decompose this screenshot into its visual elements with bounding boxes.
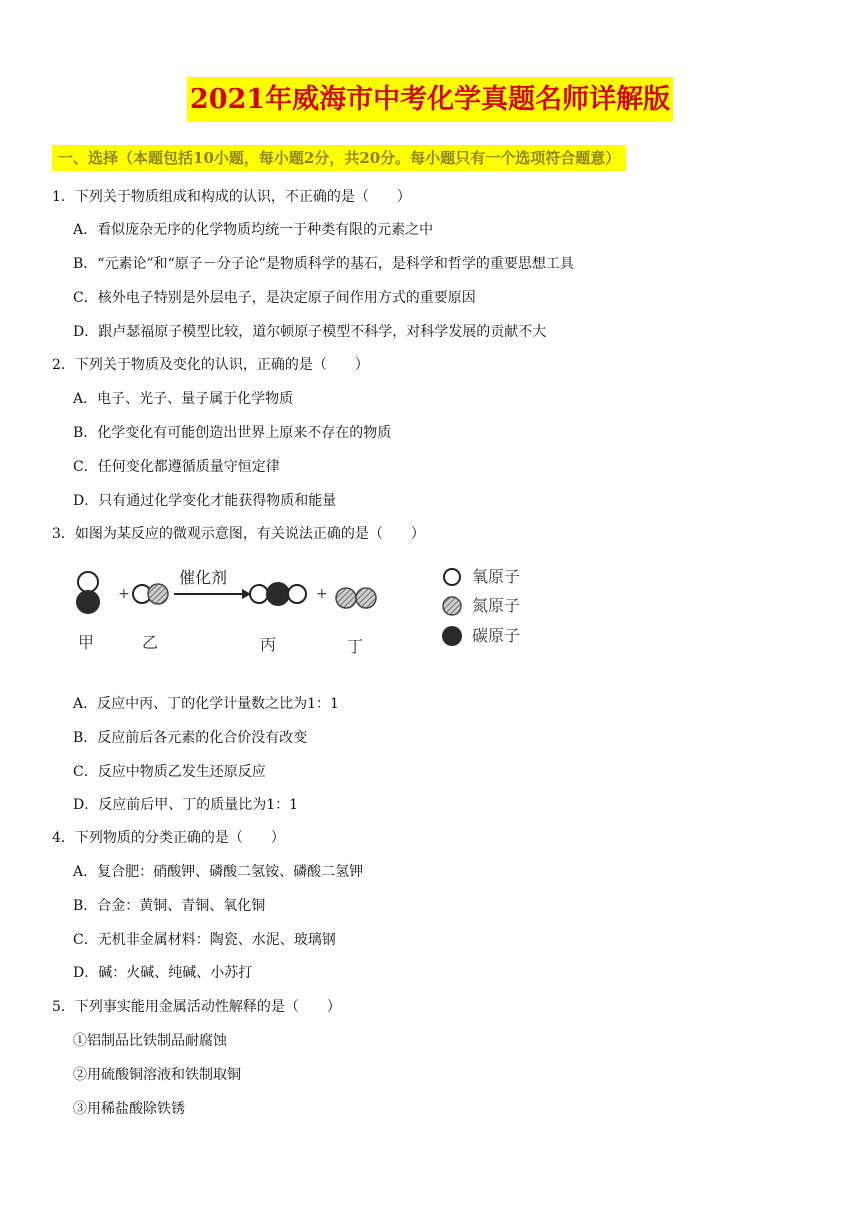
question-4-option-d: D．碱：火碱、纯碱、小苏打 [73,965,253,981]
question-3-option-c: C．反应中物质乙发生还原反应 [73,764,266,780]
question-2-option-c: C．任何变化都遵循质量守恒定律 [73,459,280,475]
section-header: 一、选择（本题包括10小题，每小题2分，共20分。每小题只有一个选项符合题意） [52,145,626,171]
molecule-yi [133,584,168,604]
question-3-option-b: B．反应前后各元素的化合价没有改变 [73,730,308,746]
carbon-atom-icon [442,626,462,646]
question-3-stem: 3．如图为某反应的微观示意图，有关说法正确的是（ ） [52,526,425,542]
question-3-option-d: D．反应前后甲、丁的质量比为1：1 [73,797,299,813]
molecule-bing [250,582,306,606]
label-bing: 丙 [260,635,277,654]
molecule-jia [76,572,100,614]
question-5-item-1: ①铝制品比铁制品耐腐蚀 [73,1033,227,1049]
title-container [0,77,860,122]
question-1-option-d: D．跟卢瑟福原子模型比较，道尔顿原子模型不科学，对科学发展的贡献不大 [73,324,547,340]
question-2-option-b: B．化学变化有可能创造出世界上原来不存在的物质 [73,425,392,441]
plus-sign-2: + [316,586,328,602]
question-2-stem: 2．下列关于物质及变化的认识，正确的是（ ） [52,357,369,373]
question-4-option-a: A．复合肥：硝酸钾、磷酸二氢铵、磷酸二氢钾 [73,864,364,880]
legend-oxygen: 氧原子 [472,567,521,586]
oxygen-atom-icon [444,569,460,585]
molecule-ding [336,588,376,608]
catalyst-label: 催化剂 [179,568,228,587]
question-2-option-d: D．只有通过化学变化才能获得物质和能量 [73,493,337,509]
question-5-item-2: ②用硫酸铜溶液和铁制取铜 [73,1067,241,1083]
legend-nitrogen: 氮原子 [472,596,521,615]
page-title: 2021年威海市中考化学真题名师详解版 [187,77,673,122]
label-yi: 乙 [142,633,159,652]
question-4-option-b: B．合金：黄铜、青铜、氧化铜 [73,898,266,914]
label-ding: 丁 [347,637,364,656]
reaction-diagram [52,548,572,668]
question-1-option-b: B．“元素论”和“原子－分子论”是物质科学的基石，是科学和哲学的重要思想工具 [73,256,574,272]
question-4-option-c: C．无机非金属材料：陶瓷、水泥、玻璃钢 [73,932,336,948]
question-1-option-a: A．看似庞杂无序的化学物质均统一于种类有限的元素之中 [73,222,434,238]
label-jia: 甲 [78,633,95,652]
legend-carbon: 碳原子 [472,626,521,645]
question-4-stem: 4．下列物质的分类正确的是（ ） [52,830,285,846]
question-1-stem: 1．下列关于物质组成和构成的认识，不正确的是（ ） [52,189,411,205]
question-5-stem: 5．下列事实能用金属活动性解释的是（ ） [52,999,341,1015]
plus-sign-1: + [118,586,130,602]
question-1-option-c: C．核外电子特别是外层电子，是决定原子间作用方式的重要原因 [73,290,476,306]
question-5-item-3: ③用稀盐酸除铁锈 [73,1101,185,1117]
nitrogen-atom-icon [443,597,461,615]
diagram-legend [442,567,520,646]
question-2-option-a: A．电子、光子、量子属于化学物质 [73,391,294,407]
question-3-option-a: A．反应中丙、丁的化学计量数之比为1：1 [73,696,339,712]
